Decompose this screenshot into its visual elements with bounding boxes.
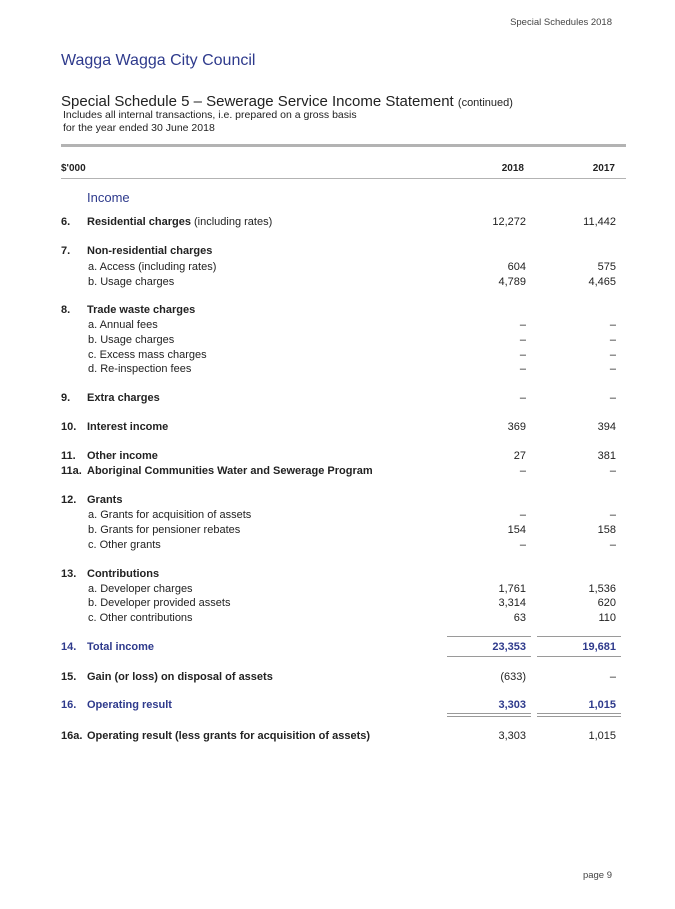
table-row [61, 303, 626, 317]
column-header-unit: $'000 [61, 163, 86, 174]
row-number: 8. [61, 304, 71, 316]
value-2018: 154 [507, 524, 526, 536]
row-label: b. Usage charges [88, 276, 175, 288]
value-2018: 3,303 [498, 730, 526, 742]
table-row [61, 523, 626, 537]
value-2017: 575 [597, 261, 616, 273]
row-label: a. Developer charges [88, 583, 193, 595]
row-label: Trade waste charges [87, 304, 196, 316]
row-label: Aboriginal Communities Water and Sewerage Program [87, 465, 373, 477]
value-2018: – [519, 539, 526, 551]
row-label: Contributions [87, 568, 160, 580]
value-2017: – [609, 334, 616, 346]
value-2017: 620 [597, 597, 616, 609]
table-row [61, 582, 626, 596]
total-rule-2017-bottom [537, 656, 621, 657]
row-label: Total income [87, 641, 155, 653]
value-2017: – [609, 349, 616, 361]
row-label: Operating result (less grants for acquisition of assets) [87, 730, 371, 742]
row-label: b. Usage charges [88, 334, 175, 346]
value-2017: 1,015 [588, 699, 616, 711]
table-row [61, 729, 626, 743]
row-label: Operating result [87, 699, 172, 711]
double-rule-2018-a [447, 713, 531, 714]
value-2018: 1,761 [498, 583, 526, 595]
header-rule-thick [61, 144, 626, 147]
value-2018: – [519, 363, 526, 375]
table-row [61, 611, 626, 625]
value-2018: 369 [507, 421, 526, 433]
row-number: 16. [61, 699, 77, 711]
value-2018: 27 [513, 450, 526, 462]
total-rule-2018-top [447, 636, 531, 637]
table-row [61, 391, 626, 405]
column-header-2018: 2018 [501, 163, 524, 174]
double-rule-2017-a [537, 713, 621, 714]
value-2017: 381 [597, 450, 616, 462]
row-number: 6. [61, 216, 71, 228]
value-2018: – [519, 509, 526, 521]
row-number: 13. [61, 568, 77, 580]
table-row [61, 464, 626, 478]
value-2017: – [609, 319, 616, 331]
running-head: Special Schedules 2018 [510, 17, 612, 28]
total-rule-2018-bottom [447, 656, 531, 657]
value-2018: 23,353 [492, 641, 526, 653]
header-rule-thin [61, 178, 626, 179]
value-2017: – [609, 363, 616, 375]
table-row [61, 449, 626, 463]
table-row [61, 538, 626, 552]
value-2018: – [519, 334, 526, 346]
value-2017: – [609, 465, 616, 477]
subtitle-period: for the year ended 30 June 2018 [63, 122, 215, 134]
value-2017: – [609, 509, 616, 521]
row-number: 11. [61, 450, 76, 462]
table-row [61, 493, 626, 507]
row-label: d. Re-inspection fees [88, 363, 192, 375]
table-row [61, 244, 626, 258]
subtitle-basis: Includes all internal transactions, i.e. prepared on a gross basis [63, 109, 357, 121]
row-label: Other income [87, 450, 158, 462]
value-2018: 4,789 [498, 276, 526, 288]
row-number: 12. [61, 494, 77, 506]
row-label: c. Other grants [88, 539, 161, 551]
table-row [61, 670, 626, 684]
row-number: 16a. [61, 730, 83, 742]
row-number: 11a. [61, 465, 82, 477]
value-2018: 12,272 [492, 216, 526, 228]
row-number: 9. [61, 392, 71, 404]
table-row [61, 333, 626, 347]
section-heading-income: Income [87, 190, 130, 205]
double-rule-2018-b [447, 716, 531, 717]
table-row [61, 215, 626, 229]
value-2017: 1,015 [588, 730, 616, 742]
row-label: Gain (or loss) on disposal of assets [87, 671, 273, 683]
row-number: 14. [61, 641, 77, 653]
table-row [61, 420, 626, 434]
row-label: b. Grants for pensioner rebates [88, 524, 241, 536]
row-label: b. Developer provided assets [88, 597, 231, 609]
row-label: Grants [87, 494, 123, 506]
table-row [61, 698, 626, 712]
total-rule-2017-top [537, 636, 621, 637]
organisation-name: Wagga Wagga City Council [61, 52, 256, 69]
row-label: Interest income [87, 421, 169, 433]
table-row [61, 348, 626, 362]
table-row [61, 567, 626, 581]
value-2018: – [519, 465, 526, 477]
column-header-2017: 2017 [592, 163, 615, 174]
row-label: c. Excess mass charges [88, 349, 207, 361]
value-2017: 110 [598, 612, 616, 624]
value-2017: – [609, 539, 616, 551]
row-label: a. Annual fees [88, 319, 158, 331]
row-label: Extra charges [87, 392, 160, 404]
page-title [61, 93, 513, 110]
row-label: a. Access (including rates) [88, 261, 217, 273]
row-number: 7. [61, 245, 71, 257]
value-2018: – [519, 319, 526, 331]
value-2018: – [519, 392, 526, 404]
value-2018: 604 [507, 261, 526, 273]
value-2017: 1,536 [588, 583, 616, 595]
table-row [61, 596, 626, 610]
table-row [61, 640, 626, 654]
row-number: 15. [61, 671, 77, 683]
value-2017: 4,465 [588, 276, 616, 288]
value-2018: – [519, 349, 526, 361]
value-2017: – [609, 671, 616, 683]
table-row [61, 275, 626, 289]
row-number: 10. [61, 421, 77, 433]
page-number: page 9 [582, 870, 612, 881]
value-2018: 3,303 [498, 699, 526, 711]
value-2017: 11,442 [583, 216, 616, 228]
value-2018: (633) [500, 671, 526, 683]
row-label: a. Grants for acquisition of assets [88, 509, 252, 521]
value-2017: 158 [597, 524, 616, 536]
table-row [61, 318, 626, 332]
row-label: Residential charges (including rates) [87, 216, 273, 228]
row-label: Non-residential charges [87, 245, 213, 257]
table-row [61, 260, 626, 274]
value-2018: 3,314 [498, 597, 526, 609]
title-suffix: (continued) [457, 97, 513, 109]
value-2018: 63 [513, 612, 526, 624]
value-2017: – [609, 392, 616, 404]
value-2017: 394 [597, 421, 616, 433]
table-row [61, 362, 626, 376]
double-rule-2017-b [537, 716, 621, 717]
table-row [61, 508, 626, 522]
value-2017: 19,681 [582, 641, 616, 653]
title-main: Special Schedule 5 – Sewerage Service Income Statement [61, 93, 454, 110]
row-label: c. Other contributions [88, 612, 193, 624]
